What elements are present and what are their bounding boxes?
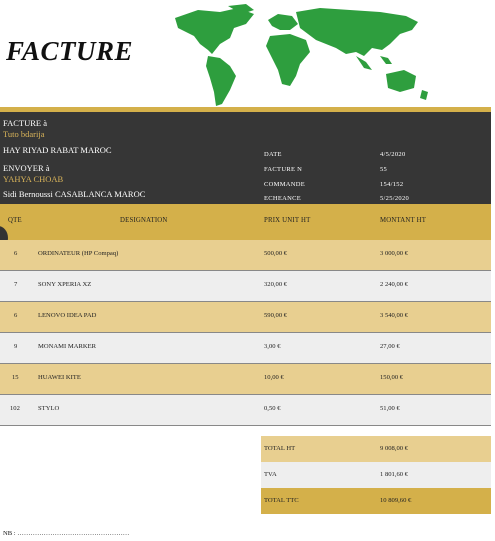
- meta-value-date: 4/5/2020: [380, 151, 406, 158]
- table-row: [0, 302, 491, 333]
- table-row: [0, 240, 491, 271]
- meta-value-echeance: 5/25/2020: [380, 195, 410, 202]
- meta-label-date: DATE: [264, 151, 282, 158]
- tva-value: 1 801,60 €: [380, 471, 409, 478]
- cell-montant: 2 240,00 €: [380, 281, 409, 288]
- table-row: [0, 333, 491, 364]
- meta-label-commande: COMMANDE: [264, 181, 306, 188]
- meta-label-facture-n: FACTURE N: [264, 166, 303, 173]
- envoyer-name: YAHYA CHOAB: [3, 174, 64, 184]
- total-ht-label: TOTAL HT: [264, 445, 296, 452]
- cell-qte: 15: [12, 374, 19, 381]
- table-row: [0, 364, 491, 395]
- table-row: [0, 395, 491, 426]
- header-montant: MONTANT HT: [380, 217, 427, 224]
- cell-montant: 3 000,00 €: [380, 250, 409, 257]
- world-map-icon: [150, 4, 455, 108]
- table-header: [0, 204, 491, 240]
- cell-qte: 6: [14, 250, 18, 257]
- cell-montant: 51,00 €: [380, 405, 400, 412]
- header-qte: QTE: [8, 217, 22, 224]
- header-designation: DESIGNATION: [120, 217, 168, 224]
- cell-prix: 10,00 €: [264, 374, 284, 381]
- cell-prix: 3,00 €: [264, 343, 281, 350]
- facture-address: HAY RIYAD RABAT MAROC: [3, 145, 112, 155]
- header-prix: PRIX UNIT HT: [264, 217, 311, 224]
- cell-designation: HUAWEI KITE: [38, 374, 81, 381]
- total-ht-value: 9 008,00 €: [380, 445, 409, 452]
- facture-label: FACTURE à: [3, 118, 47, 128]
- cell-designation: LENOVO IDEA PAD: [38, 312, 97, 319]
- tva-row: [261, 462, 491, 488]
- cell-prix: 590,00 €: [264, 312, 288, 319]
- cell-designation: ORDINATEUR (HP Compaq): [38, 250, 119, 257]
- cell-designation: MONAMI MARKER: [38, 343, 97, 350]
- cell-qte: 7: [14, 281, 18, 288]
- meta-value-facture-n: 55: [380, 166, 388, 173]
- total-ttc-row: [261, 488, 491, 514]
- envoyer-address: Sidi Bernoussi CASABLANCA MAROC: [3, 189, 146, 199]
- cell-designation: STYLO: [38, 405, 60, 412]
- cell-prix: 320,00 €: [264, 281, 288, 288]
- cell-qte: 9: [14, 343, 18, 350]
- tva-label: TVA: [264, 471, 277, 478]
- cell-qte: 102: [10, 405, 20, 412]
- cell-prix: 0,50 €: [264, 405, 281, 412]
- facture-name: Tuto bdarija: [3, 129, 45, 139]
- total-ttc-label: TOTAL TTC: [264, 497, 299, 504]
- cell-prix: 500,00 €: [264, 250, 288, 257]
- meta-label-echeance: ECHEANCE: [264, 195, 302, 202]
- cell-qte: 6: [14, 312, 18, 319]
- envoyer-label: ENVOYER à: [3, 163, 50, 173]
- table-row: [0, 271, 491, 302]
- meta-value-commande: 154/152: [380, 181, 404, 188]
- total-ttc-value: 10 809,60 €: [380, 497, 412, 504]
- cell-designation: SONY XPERIA XZ: [38, 281, 92, 288]
- cell-montant: 150,00 €: [380, 374, 404, 381]
- total-ht-row: [261, 436, 491, 462]
- cell-montant: 27,00 €: [380, 343, 400, 350]
- invoice-title: FACTURE: [6, 36, 134, 66]
- nb-note: NB : ……………………………………………: [3, 530, 130, 537]
- cell-montant: 3 540,00 €: [380, 312, 409, 319]
